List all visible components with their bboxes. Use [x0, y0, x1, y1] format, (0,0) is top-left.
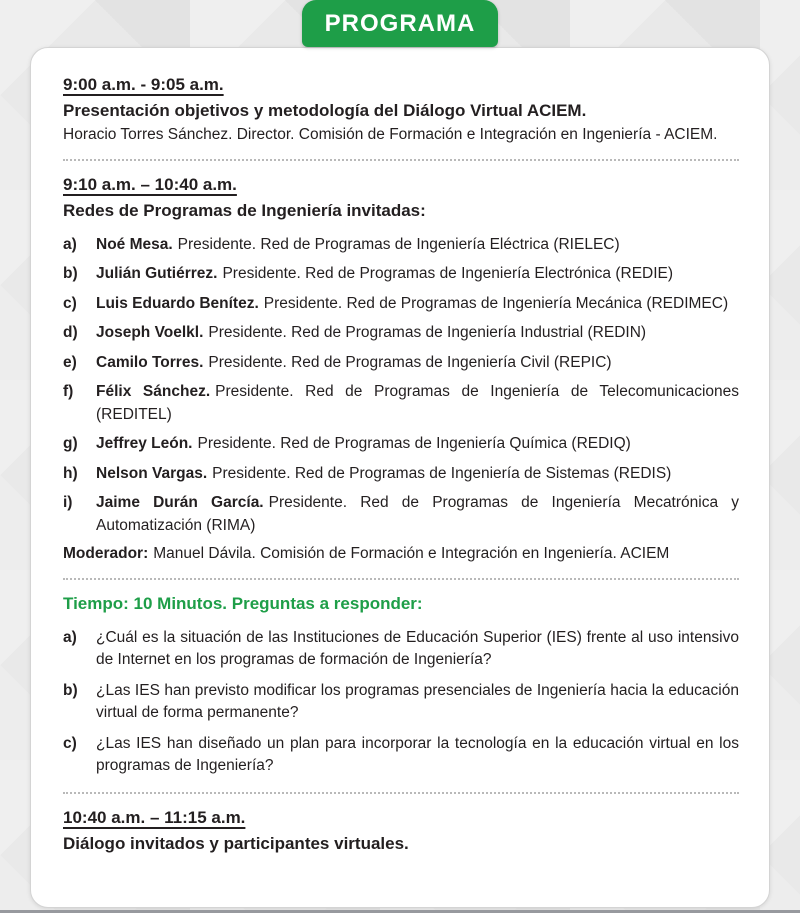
dotted-divider	[63, 159, 739, 161]
invitee-name: Félix Sánchez.	[96, 383, 211, 401]
question-item	[63, 733, 739, 777]
invitee-role: Presidente. Red de Programas de Ingeniería Electrónica (REDIE)	[222, 265, 674, 283]
question-text: ¿Las IES han diseñado un plan para incorporar la tecnología en la educación virtual en los programas de Ingeniería?	[96, 735, 739, 775]
invitee-name: Luis Eduardo Benítez.	[96, 294, 259, 312]
invitee-role: Presidente. Red de Programas de Ingeniería Eléctrica (RIELEC)	[177, 236, 620, 253]
invitee-item	[63, 381, 739, 426]
question-text: ¿Cuál es la situación de las Instituciones de Educación Superior (IES) frente al uso intensivo de Internet en los programas de formación de Ingeniería?	[96, 629, 739, 669]
invitee-item	[63, 322, 739, 344]
invitee-letter: e)	[63, 353, 77, 371]
session-3-title: Diálogo invitados y participantes virtuales.	[63, 834, 409, 854]
invitee-text	[96, 234, 739, 256]
moderator-text: Manuel Dávila. Comisión de Formación e Integración en Ingeniería. ACIEM	[153, 545, 670, 563]
session-2-time: 9:10 a.m. – 10:40 a.m.	[63, 175, 237, 194]
question-letter: c)	[63, 735, 77, 753]
invitee-text	[96, 293, 739, 315]
invitee-name: Noé Mesa.	[96, 236, 173, 253]
invitee-name: Julián Gutiérrez.	[96, 265, 218, 283]
session-1-time: 9:00 a.m. - 9:05 a.m.	[63, 75, 224, 94]
program-card	[30, 47, 770, 908]
session-3	[63, 808, 739, 854]
dotted-divider	[63, 792, 739, 794]
session-3-time: 10:40 a.m. – 11:15 a.m.	[63, 808, 246, 828]
invitee-item	[63, 293, 739, 315]
program-title-label: PROGRAMA	[324, 9, 476, 37]
session-1-title: Presentación objetivos y metodología del Diálogo Virtual ACIEM.	[63, 101, 587, 120]
session-1	[63, 75, 739, 144]
invitee-text	[96, 263, 739, 285]
invitee-role: Presidente. Red de Programas de Ingeniería Química (REDIQ)	[197, 435, 631, 453]
questions-heading: Tiempo: 10 Minutos. Preguntas a responder:	[63, 594, 423, 614]
invitee-item	[63, 463, 739, 485]
invitee-letter: d)	[63, 324, 78, 342]
session-1-speaker: Horacio Torres Sánchez. Director. Comisión de Formación e Integración en Ingeniería - ACIEM.	[63, 126, 718, 143]
question-item	[63, 680, 739, 724]
dotted-divider	[63, 578, 739, 580]
invitee-name: Nelson Vargas.	[96, 464, 208, 482]
invitee-letter: f)	[63, 383, 74, 401]
invitee-role: Presidente. Red de Programas de Ingeniería Mecatrónica y Automatización (RIMA)	[96, 494, 739, 534]
invitee-text	[96, 433, 739, 455]
invitee-text	[96, 492, 739, 537]
session-2	[63, 175, 739, 563]
question-letter: b)	[63, 682, 78, 700]
invitee-text	[96, 381, 739, 426]
invitee-name: Joseph Voelkl.	[96, 324, 204, 342]
invitee-item	[63, 433, 739, 455]
invitee-name: Jeffrey León.	[96, 435, 193, 453]
invitee-item	[63, 263, 739, 285]
moderator-line	[63, 545, 739, 563]
invitee-item	[63, 492, 739, 537]
question-list	[63, 627, 739, 777]
invitee-letter: c)	[63, 294, 77, 312]
program-title-badge	[302, 0, 498, 47]
invitee-role: Presidente. Red de Programas de Ingeniería Civil (REPIC)	[208, 353, 612, 371]
invitee-letter: b)	[63, 265, 78, 283]
invitee-name: Camilo Torres.	[96, 353, 204, 371]
moderator-label: Moderador:	[63, 545, 149, 563]
invitee-list	[63, 234, 739, 537]
question-letter: a)	[63, 629, 77, 647]
question-item	[63, 627, 739, 671]
invitee-item	[63, 352, 739, 374]
invitee-letter: g)	[63, 435, 78, 453]
invitee-role: Presidente. Red de Programas de Ingeniería Mecánica (REDIMEC)	[263, 294, 729, 312]
questions-section	[63, 594, 739, 777]
invitee-letter: h)	[63, 464, 78, 482]
invitee-text	[96, 352, 739, 374]
invitee-text	[96, 463, 739, 485]
invitee-item	[63, 234, 739, 256]
question-text: ¿Las IES han previsto modificar los programas presenciales de Ingeniería hacia la educación virtual de forma permanente?	[96, 682, 739, 722]
invitee-text	[96, 322, 739, 344]
invitee-name: Jaime Durán García.	[96, 494, 264, 512]
invitee-role: Presidente. Red de Programas de Ingeniería de Telecomunicaciones (REDITEL)	[96, 383, 739, 423]
session-2-title: Redes de Programas de Ingeniería invitadas:	[63, 201, 426, 220]
invitee-role: Presidente. Red de Programas de Ingeniería de Sistemas (REDIS)	[212, 464, 672, 482]
invitee-letter: i)	[63, 494, 73, 512]
invitee-role: Presidente. Red de Programas de Ingeniería Industrial (REDIN)	[208, 324, 647, 342]
invitee-letter: a)	[63, 236, 77, 253]
